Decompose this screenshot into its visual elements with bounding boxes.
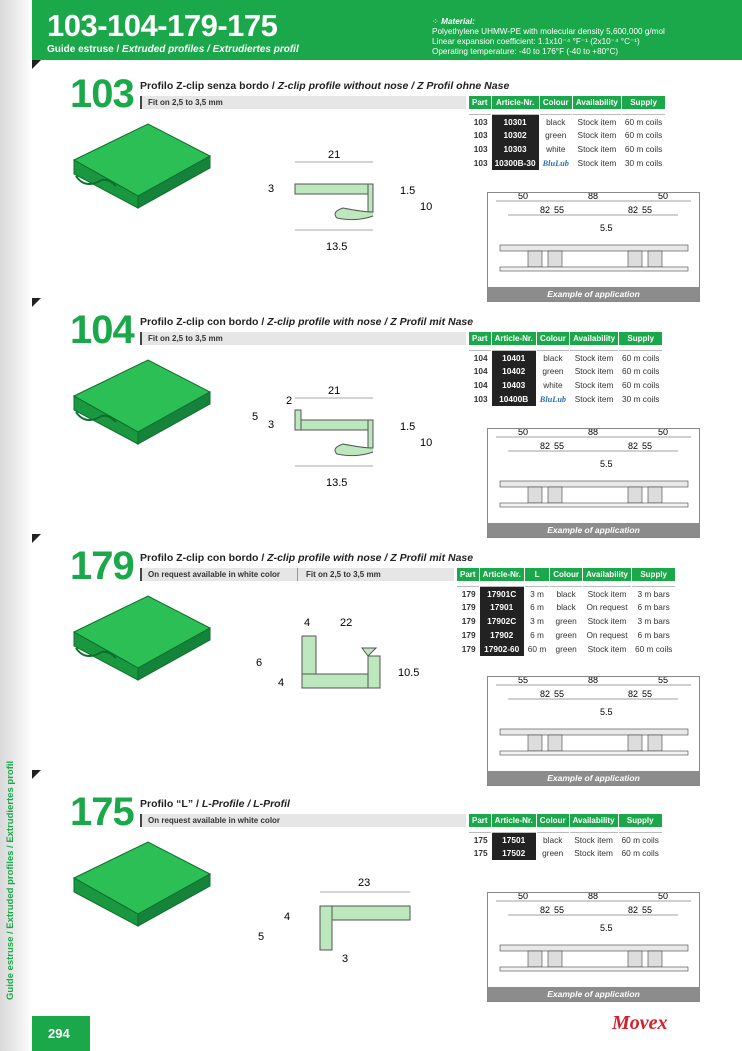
application-caption: Example of application [488,987,699,1001]
column-header: Article-Nr. [480,568,524,581]
part-cell: 179 [457,586,479,600]
section-number: 104 [70,308,134,352]
article-cell: 17902 [480,628,524,642]
dim-height: 3 [268,419,275,431]
article-cell: 17902-60 [480,642,524,656]
app-dim: 55 [554,441,565,451]
app-dim: 55 [642,689,653,699]
part-cell: 104 [469,350,491,364]
article-cell: 10402 [492,364,536,378]
table-cell: white [543,380,563,390]
table-cell: Stock item [577,130,617,140]
brand-logo: Movex [612,1012,668,1034]
table-cell: 30 m coils [624,158,663,168]
table-cell: Stock item [587,616,627,626]
article-cell: 17501 [492,832,536,846]
dim-width: 21 [328,149,341,161]
part-cell: 179 [461,630,476,640]
column-header: Availability [583,568,631,581]
column-header: Article-Nr. [492,96,539,109]
table-cell: BluLub [539,394,567,404]
corner-mark [32,770,41,779]
title-en: Z-clip profile with nose / Z Profil mit Nase [267,316,474,328]
application-box [487,192,700,302]
app-dim: 5.5 [600,707,613,717]
table-cell: Stock item [570,350,618,364]
fit-text: Fit on 2,5 to 3,5 mm [148,334,223,343]
table-cell: 60 m coils [621,848,659,858]
table-cell: 3 m [530,616,544,626]
table-cell: 60 m coils [634,644,673,654]
part-cell: 103 [473,394,488,404]
table-row [469,846,662,860]
side-label: Guide estruse / Extruded profiles / Extrudiertes profil [5,760,16,1000]
title-it: Profilo Z-clip con bordo / [140,316,265,328]
app-dim: 88 [588,677,599,685]
column-header: Supply [632,568,675,581]
part-cell: 103 [473,130,488,140]
table-cell: BluLub [542,158,569,168]
dim-drop: 1.5 [400,421,416,433]
app-dim: 50 [518,193,529,201]
app-dim: 82 [540,441,551,451]
app-dim: 5.5 [600,223,613,233]
column-header: L [525,568,549,581]
page-subtitle: Guide estruse / Extruded profiles / Extrudiertes profil [47,44,299,55]
application-drawing [488,429,699,523]
spec-table [468,332,663,406]
part-cell: 103 [469,114,491,128]
dim-b: 22 [340,617,353,629]
section-title [140,80,509,92]
dim-width: 21 [328,385,341,397]
dim-c: 5 [258,931,265,943]
section-number: 103 [70,72,134,116]
table-cell: green [542,366,564,376]
table-cell: Stock item [583,586,631,600]
fit-text: Fit on 2,5 to 3,5 mm [148,98,223,107]
app-dim: 82 [628,441,639,451]
column-header: Supply [619,814,662,827]
table-cell: 6 m bars [637,630,670,640]
column-header: Supply [622,96,665,109]
app-dim: 50 [658,193,669,201]
table-cell: Stock item [574,366,614,376]
table-row [469,832,662,846]
part-cell: 103 [473,144,488,154]
table-row [457,600,675,614]
app-dim: 55 [658,677,669,685]
dim-height: 3 [268,183,275,195]
dimension-drawing [250,144,450,254]
app-dim: 88 [588,893,599,901]
app-dim: 55 [642,441,653,451]
spec-table [468,814,663,860]
table-row [457,614,675,628]
page-title: 103-104-179-175 [47,8,278,43]
dim-a: 23 [358,877,371,889]
dim-total: 10 [420,437,433,449]
table-cell: green [555,616,577,626]
dim-nose: 2 [286,395,293,407]
table-cell: green [555,630,577,640]
app-dim: 55 [554,905,565,915]
fit-bar [140,568,454,581]
application-caption: Example of application [488,287,699,301]
table-cell: 6 m bars [637,602,670,612]
fit-bar [140,332,466,345]
dim-d: 4 [278,677,285,689]
table-header [469,814,662,827]
table-cell: 30 m coils [622,394,660,404]
table-cell: 6 m [530,630,544,640]
table-row [457,586,675,600]
app-dim: 55 [642,905,653,915]
table-cell: Stock item [574,380,614,390]
app-dim: 50 [518,429,529,437]
article-cell: 10301 [492,114,539,128]
table-cell: green [542,848,564,858]
part-cell: 103 [473,158,488,168]
dim-a: 4 [304,617,311,629]
spec-table [456,568,676,656]
table-cell: 6 m [530,602,544,612]
spec-table [468,96,666,170]
dim-d: 3 [342,953,349,965]
table-cell: 60 m coils [622,114,665,128]
column-header: Part [457,568,479,581]
article-cell: 10403 [492,378,536,392]
dim-lip: 13.5 [326,241,348,253]
table-row [469,156,665,170]
table-cell: 60 m coils [619,350,662,364]
table-cell: 3 m [525,586,549,600]
dimension-drawing [250,380,450,490]
table-row [469,114,665,128]
table-cell: Stock item [577,144,617,154]
app-dim: 82 [540,689,551,699]
table-cell: white [546,144,566,154]
dimension-drawing [250,862,450,972]
title-it: Profilo Z-clip senza bordo / [140,80,275,92]
table-cell: 60 m coils [622,380,660,390]
column-header: Colour [537,332,569,345]
note-text: On request available in white color [148,568,298,581]
title-en: L-Profile / L-Profil [201,798,290,810]
title-en: Z-clip profile without nose / Z Profil ohne Nase [277,80,510,92]
application-drawing [488,677,699,771]
table-row [469,142,665,156]
table-cell: 60 m coils [624,130,663,140]
app-dim: 82 [628,905,639,915]
title-it: Profilo “L” / [140,798,199,810]
corner-mark [32,534,41,543]
column-header: Part [469,96,491,109]
application-caption: Example of application [488,523,699,537]
table-cell: Stock item [570,832,618,846]
app-dim: 50 [518,893,529,901]
table-cell: 60 m coils [622,366,660,376]
column-header: Part [469,814,491,827]
table-header [457,568,675,581]
profile-illustration [68,838,218,928]
table-cell: 60 m coils [624,144,663,154]
corner-mark [32,60,41,69]
table-cell: black [540,114,572,128]
fit-text: Fit on 2,5 to 3,5 mm [306,570,381,579]
table-cell: Stock item [587,644,627,654]
part-cell: 104 [473,380,488,390]
part-cell: 175 [469,832,491,846]
table-cell: green [555,644,577,654]
dim-lip: 13.5 [326,477,348,489]
table-cell: On request [586,630,628,640]
material-icon: ⁘ [432,17,439,26]
app-dim: 82 [628,689,639,699]
profile-illustration [68,120,218,210]
corner-mark [32,298,41,307]
table-row [469,392,662,406]
app-dim: 82 [540,905,551,915]
article-cell: 10401 [492,350,536,364]
table-cell: Stock item [574,848,613,858]
note-text: On request available in white color [148,816,281,825]
table-row [469,128,665,142]
part-cell: 175 [473,848,488,858]
dim-c: 6 [256,657,263,669]
column-header: Article-Nr. [492,814,536,827]
article-cell: 17901 [480,600,524,614]
table-row [469,378,662,392]
section-title [140,316,473,328]
app-dim: 82 [540,205,551,215]
app-dim: 55 [554,205,565,215]
table-cell: 60 m [527,644,547,654]
table-row [457,642,675,656]
app-dim: 88 [588,193,599,201]
table-row [457,628,675,642]
section-title [140,798,290,810]
table-cell: Stock item [573,114,621,128]
table-cell: Stock item [577,158,617,168]
table-row [469,364,662,378]
article-cell: 10400B [492,392,536,406]
article-cell: 17901C [480,586,524,600]
page-number: 294 [48,1026,70,1041]
part-cell: 179 [461,616,476,626]
app-dim: 50 [658,893,669,901]
article-cell: 10300B-30 [492,156,539,170]
application-box [487,892,700,1002]
column-header: Availability [570,332,618,345]
section-number: 179 [70,544,134,588]
title-en: Z-clip profile with nose / Z Profil mit Nase [267,552,474,564]
part-cell: 179 [461,602,476,612]
material-info: ⁘ Material: Polyethylene UHMW-PE with molecular density 5,600,000 g/mol Linear expansion coefficient: 1.1x10⁻⁴ °F⁻¹ (2x10⁻⁴ °C⁻¹) Operating temperature: -40 to 176°F (-40 to +80°C) [432,17,665,56]
profile-illustration [68,592,218,682]
application-drawing [488,193,699,287]
column-header: Colour [540,96,572,109]
table-cell: 60 m coils [619,832,662,846]
part-cell: 179 [461,644,476,654]
dim-drop: 1.5 [400,185,416,197]
table-header [469,332,662,345]
table-cell: green [545,130,567,140]
app-dim: 55 [642,205,653,215]
table-row [469,350,662,364]
application-box [487,676,700,786]
dimension-drawing [250,616,450,726]
table-cell: black [556,602,576,612]
section-title [140,552,473,564]
app-dim: 88 [588,429,599,437]
dim-e: 10.5 [398,667,420,679]
article-cell: 17902C [480,614,524,628]
table-cell: On request [586,602,628,612]
application-caption: Example of application [488,771,699,785]
column-header: Colour [550,568,582,581]
column-header: Availability [570,814,618,827]
table-cell: 3 m bars [637,616,670,626]
article-cell: 17502 [492,846,536,860]
app-dim: 55 [554,689,565,699]
column-header: Part [469,332,491,345]
column-header: Colour [537,814,569,827]
section-number: 175 [70,790,134,834]
table-cell: 3 m bars [632,586,675,600]
dim-h: 5 [252,411,259,423]
app-dim: 5.5 [600,459,613,469]
article-cell: 10303 [492,142,539,156]
application-box [487,428,700,538]
table-header [469,96,665,109]
app-dim: 50 [658,429,669,437]
article-cell: 10302 [492,128,539,142]
table-cell: black [537,832,569,846]
table-cell: Stock item [574,394,614,404]
fit-bar [140,96,466,109]
table-cell: black [537,350,569,364]
part-cell: 104 [473,366,488,376]
column-header: Supply [619,332,662,345]
dim-b: 4 [284,911,291,923]
app-dim: 82 [628,205,639,215]
application-drawing [488,893,699,987]
title-it: Profilo Z-clip con bordo / [140,552,265,564]
profile-illustration [68,356,218,446]
dim-total: 10 [420,201,433,213]
app-dim: 5.5 [600,923,613,933]
column-header: Article-Nr. [492,332,536,345]
app-dim: 55 [518,677,529,685]
column-header: Availability [573,96,621,109]
fit-bar [140,814,466,827]
table-cell: black [550,586,582,600]
